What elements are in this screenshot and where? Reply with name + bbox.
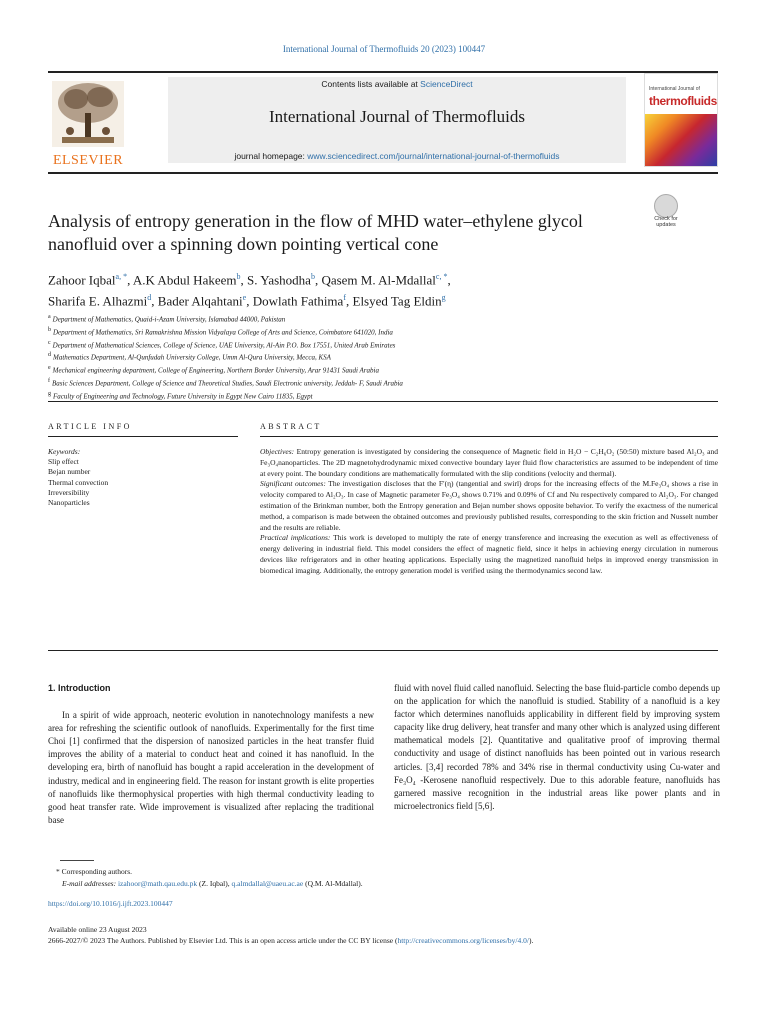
license-link[interactable]: http://creativecommons.org/licenses/by/4.0/ [397,936,529,945]
license-suffix: ). [528,936,534,945]
license-prefix: 2666-2027/© 2023 The Authors. Published by Elsevier Ltd. This is an open access article under the CC BY license ( [48,936,398,945]
footnote-rule [60,860,94,861]
affiliation-text: Department of Mathematics, Quaid-i-Azam University, Islamabad 44000, Pakistan [52,315,286,324]
author-name[interactable]: Elsyed Tag Eldin [352,293,442,309]
available-online: Available online 23 August 2023 [48,925,147,934]
author-affiliation-marker[interactable]: d [147,293,152,303]
homepage-line [168,151,626,161]
email-link-almdallal[interactable]: q.almdallal@uaeu.ac.ae [231,879,304,888]
email-link-iqbal[interactable]: izahoor@math.qau.edu.pk [117,879,198,888]
journal-title: International Journal of Thermofluids [268,107,526,126]
implications-text: This work is developed to multiply the rate of energy transference and increasing the execution as well as effectiveness of energy delivering in industrial field. This model considers the effect of magnetic field, since it helps in achieving energy circulation in numerous devices like refrigerators and in other heating applications. Especially using the magnetized nanofluid helps in improved energy transmission in biomedical imaging. Additionally, the entropy generation model is verified using the thermodynamics second law. [260,533,719,575]
corresponding-label: Corresponding authors. [61,867,133,876]
introduction-heading: 1. Introduction [48,683,111,693]
contents-line [168,79,626,89]
info-top-rule [48,401,718,402]
journal-cover[interactable] [644,73,718,167]
sciencedirect-link[interactable]: ScienceDirect [420,79,473,89]
affiliation-text: Department of Mathematics, Sri Ramakrishna Mission Vidyalaya College of Arts and Science, Coimbatore 641020, India [53,328,393,337]
author-list: Zahoor Iqbal$^{a, *}$, A.K Abdul Hakeem$^b$, S. Yashodha$^b$, Qasem M. Al-Mdallal$^{c, *}$, Sharifa E. Alhazmi$^d$, Bader Alqahtani$^e$, Dowlath Fathima$^f$, Elsyed Tag Eldin$^g$ [48,272,451,309]
author-affiliation-marker[interactable]: b [236,272,241,281]
affiliations [48,312,718,402]
corresponding-note: * Corresponding authors. [56,867,133,876]
objectives-label: Objectives: [260,447,295,456]
license-line [48,935,728,946]
outcomes-text: The investigation discloses that the F′(η) (tangential and swirl) drops for the increasing effects of the M.Fe₃O₄ shows a rise in velocity compared to Al₂O₃. In case of Magnetic parameter Fe₃O₄ shows 0.71% and 0.09% of Cf and Nu respectively compared to Al₂O₃. For changed estimation of the Brinkman number, both the Entropy generation and Bejan number shows opposite behavior. To verify the exactness of the numerical method, a comparison is made between the obtained outcomes and previously published results, corresponding to the skin friction and Nusselt number and the results are reliable. [260,479,718,532]
keywords-block [48,447,228,508]
email-label: E-mail addresses: [62,879,117,888]
author-name[interactable]: Zahoor Iqbal [48,272,116,288]
affiliation-text: Department of Mathematical Sciences, College of Science, UAE University, Al-Ain P.O. Box 17551, United Arab Emirates [52,340,396,349]
affiliation-item [48,338,718,351]
implications-label: Practical implications: [260,533,331,543]
affiliation-marker: g [48,390,51,397]
affiliation-item [48,325,718,338]
objectives-text: Entropy generation is investigated by considering the consequence of Magnetic field in H₂O − C₂H₆O₂ (50:50) mixture based Al₂O₃ and Fe₃O₄nanoparticles. The 2D magnetohydrodynamic mixed convective boundary layer fluid flow characteristics are assumed to be independent of time at every point. The boundary conditions are mathematically formulated with the slip conditions (velocity and thermal). [260,447,718,478]
paper-title: Analysis of entropy generation in the flow of MHD water–ethylene glycol nanofluid over a spinning down pointing vertical cone [48,211,583,254]
affiliation-item [48,376,718,389]
publication-info [48,924,728,946]
elsevier-logo [48,77,128,167]
cover-title: thermofluids [649,94,717,108]
email-line [48,878,718,890]
author-name[interactable]: Sharifa E. Alhazmi [48,293,148,309]
masthead-center [168,77,626,163]
abstract-heading-rule [260,436,718,437]
abstract-text [260,447,718,577]
homepage-prefix: journal homepage: [234,151,308,161]
email-name-almdallal: (Q.M. Al-Mdallal). [303,879,363,888]
body-left-column [48,682,374,827]
abstract-heading: ABSTRACT [260,422,322,431]
author-affiliation-marker[interactable]: e [242,293,247,303]
affiliation-item [48,389,718,402]
elsevier-tree-icon [48,77,128,151]
doi-link[interactable]: https://doi.org/10.1016/j.ijft.2023.100447 [48,899,173,908]
abstract-bottom-rule [48,650,718,651]
author-affiliation-marker[interactable]: a, * [115,272,128,281]
keyword-item: Thermal convection [48,477,109,487]
cover-subtitle: International Journal of [649,86,700,92]
intro-paragraph-right: fluid with novel fluid called nanofluid. Selecting the base fluid-particle combo depends up on the application for which the nanofluid is studied. Stability of a nanofluid is a key factor which determines nanofluids applicability in different field by improving system capacity like drug delivery, heat transfer and many other which is analyzed using different mathematical models [2]. Quantitative and qualitative proof of improving thermal conductivity and usage of distinct nanofluids has been pointed out in various research articles. [3,4] recorded 78% and 34% rise in thermal conductivity using Cu-water and Fe₃O₄ -Kerosene nanofluid respectively. Due to this adorable feature, nanofluids has garnered massive recognition in the industrial areas like power plants and in microelectronics field [5,6]. [394,683,720,811]
affiliation-item [48,312,718,325]
crossmark-icon [654,194,678,218]
affiliation-text: Faculty of Engineering and Technology, Future University in Egypt New Cairo 11835, Egypt [53,392,313,401]
crossmark-badge[interactable] [652,194,680,228]
keyword-item: Nanoparticles [48,498,90,508]
masthead-bottom-rule [48,172,718,174]
affiliation-text: Mechanical engineering department, College of Engineering, Northern Border University, Arar 91431 Saudi Arabia [52,366,379,375]
affiliation-marker: f [48,378,50,385]
affiliation-marker: d [48,352,51,359]
affiliation-text: Basic Sciences Department, College of Science and Theoretical Studies, Saudi Electronic university, Jeddah- F, Saudi Arabia [52,379,403,388]
keywords-list [48,457,228,508]
article-info-heading: ARTICLE INFO [48,422,132,431]
author-name[interactable]: Qasem M. Al-Mdallal [321,272,436,288]
affiliation-item [48,363,718,376]
keywords-label: Keywords: [48,447,81,456]
affiliation-marker: e [48,365,51,372]
masthead [48,73,718,168]
keyword-item: Slip effect [48,457,79,467]
author-affiliation-marker[interactable]: b [310,272,315,281]
cover-art [645,114,717,166]
crossmark-label: Check for updates [654,216,678,228]
affiliation-marker: c [48,339,51,346]
author-name[interactable]: A.K Abdul Hakeem [132,272,237,288]
affiliation-marker: a [48,314,51,320]
author-name[interactable]: S. Yashodha [247,272,311,288]
affiliation-marker: b [48,326,51,333]
keyword-item: Bejan number [48,467,91,477]
author-name[interactable]: Dowlath Fathima [252,293,344,309]
author-affiliation-marker[interactable]: g [441,293,446,303]
email-name-iqbal: (Z. Iqbal), [197,879,232,888]
affiliation-item [48,350,718,363]
author-affiliation-marker[interactable]: c, * [435,272,448,281]
journal-homepage-link[interactable]: www.sciencedirect.com/journal/international-journal-of-thermofluids [307,151,560,161]
contents-prefix: Contents lists available at [321,79,421,89]
author-affiliation-marker[interactable]: f [343,293,346,303]
journal-citation[interactable]: International Journal of Thermofluids 20 (2023) 100447 [282,44,486,54]
intro-paragraph-left: In a spirit of wide approach, neoteric evolution in nanotechnology manifests a new area for refreshing the scientific outlook of nanofluids. Experimentally for the first time Choi [1] confirmed that the dispersion of nanosized particles in the heat transfer fluid improves the ability of a material to conduct heat and coined it has nanofluid. In the developing era, birth of nanofluid has bought a rapid acceleration in the development of industry, medical and in engineering field. The reason for instant growth is elite properties of nanofluids like thermophysical properties with high thermal conductivity leading to good heat transfer rate. Wide improvement is visualized after replacing the traditional base [48,710,374,825]
publisher-name: ELSEVIER [52,153,124,168]
outcomes-label: Significant outcomes: [260,479,326,489]
keyword-item: Irreversibility [48,487,90,497]
affiliation-text: Mathematics Department, Al-Qunfudah University College, Umm Al-Qura University, Mecca, KSA [53,353,331,362]
info-heading-rule [48,436,238,437]
author-name[interactable]: Bader Alqahtani [157,293,243,309]
body-right-column [394,682,720,813]
footnotes [48,866,718,890]
